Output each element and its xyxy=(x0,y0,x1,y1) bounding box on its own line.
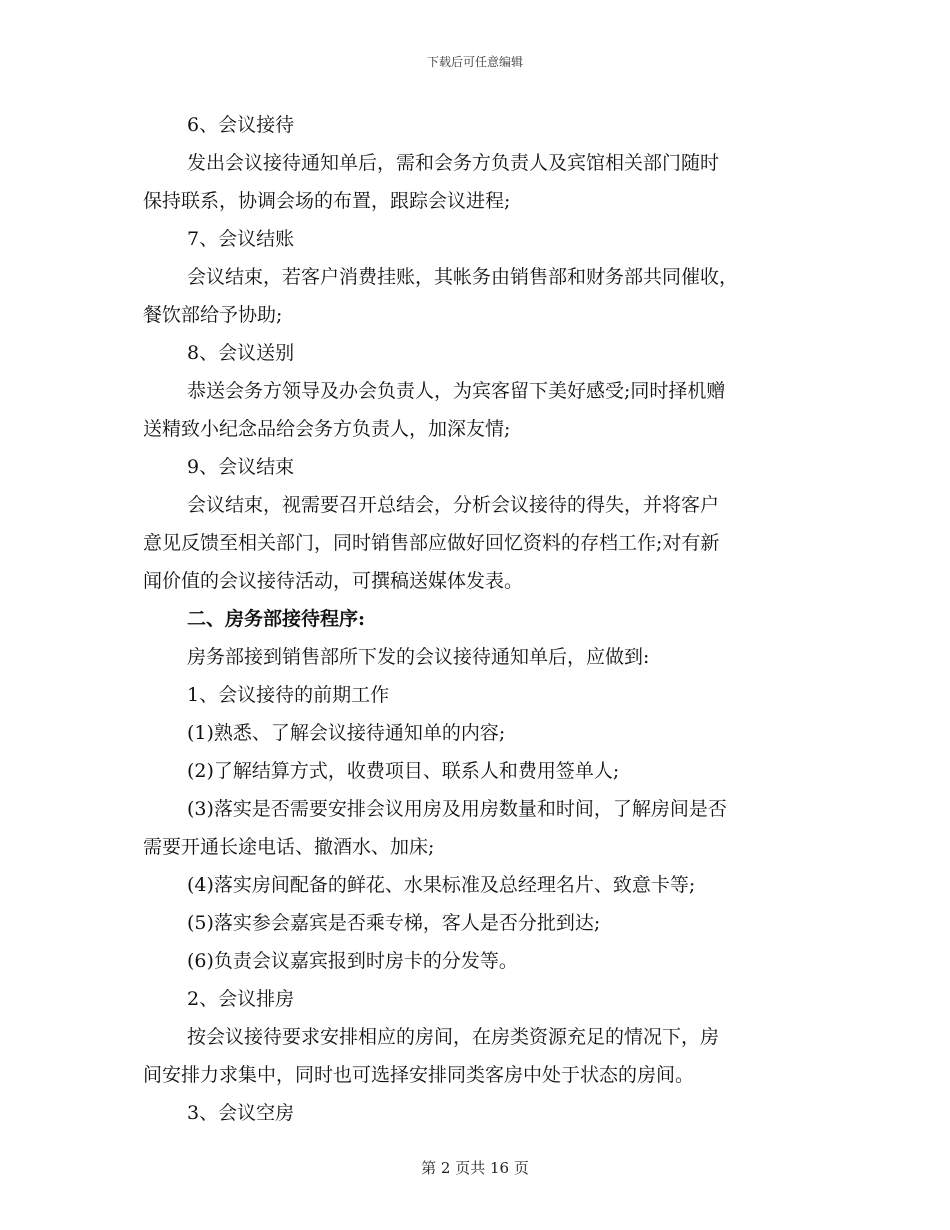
text-line: 6、会议接待 xyxy=(187,114,295,136)
text-line: 保持联系，协调会场的布置，跟踪会议进程; xyxy=(143,190,511,212)
text-line: 9、会议结束 xyxy=(187,456,295,478)
text-line: 闻价值的会议接待活动，可撰稿送媒体发表。 xyxy=(143,570,524,592)
text-line: 意见反馈至相关部门，同时销售部应做好回忆资料的存档工作;对有新 xyxy=(143,532,720,554)
text-line: 会议结束，视需要召开总结会，分析会议接待的得失，并将客户 xyxy=(187,494,720,516)
text-line: 发出会议接待通知单后，需和会务方负责人及宾馆相关部门随时 xyxy=(187,152,720,174)
text-line: 3、会议空房 xyxy=(187,1102,295,1124)
text-line: (6)负责会议嘉宾报到时房卡的分发等。 xyxy=(187,950,518,972)
section-heading: 二、房务部接待程序: xyxy=(187,608,366,630)
text-line: 2、会议排房 xyxy=(187,988,295,1010)
text-line: 需要开通长途电话、撤酒水、加床; xyxy=(143,836,435,858)
text-line: 送精致小纪念品给会务方负责人，加深友情; xyxy=(143,418,511,440)
text-line: 房务部接到销售部所下发的会议接待通知单后，应做到: xyxy=(187,646,650,668)
document-body xyxy=(143,106,808,1132)
text-line: 7、会议结账 xyxy=(187,228,295,250)
text-line: 1、会议接待的前期工作 xyxy=(187,684,390,706)
text-line: 餐饮部给予协助; xyxy=(143,304,283,326)
page-header: 下载后可任意编辑 xyxy=(426,55,523,69)
text-line: 8、会议送别 xyxy=(187,342,295,364)
text-line: (3)落实是否需要安排会议用房及用房数量和时间，了解房间是否 xyxy=(187,798,727,820)
page-footer: 第 2 页共 16 页 xyxy=(421,1159,529,1177)
text-line: (1)熟悉、了解会议接待通知单的内容; xyxy=(187,722,506,744)
text-line: 会议结束，若客户消费挂账，其帐务由销售部和财务部共同催收， xyxy=(187,266,739,288)
text-line: (2)了解结算方式，收费项目、联系人和费用签单人; xyxy=(187,760,620,782)
text-line: (4)落实房间配备的鲜花、水果标准及总经理名片、致意卡等; xyxy=(187,874,696,896)
text-line: (5)落实参会嘉宾是否乘专梯，客人是否分批到达; xyxy=(187,912,601,934)
text-line: 按会议接待要求安排相应的房间，在房类资源充足的情况下，房 xyxy=(187,1026,720,1048)
text-line: 恭送会务方领导及办会负责人，为宾客留下美好感受;同时择机赠 xyxy=(187,380,726,402)
text-line: 间安排力求集中，同时也可选择安排同类客房中处于状态的房间。 xyxy=(143,1064,695,1086)
